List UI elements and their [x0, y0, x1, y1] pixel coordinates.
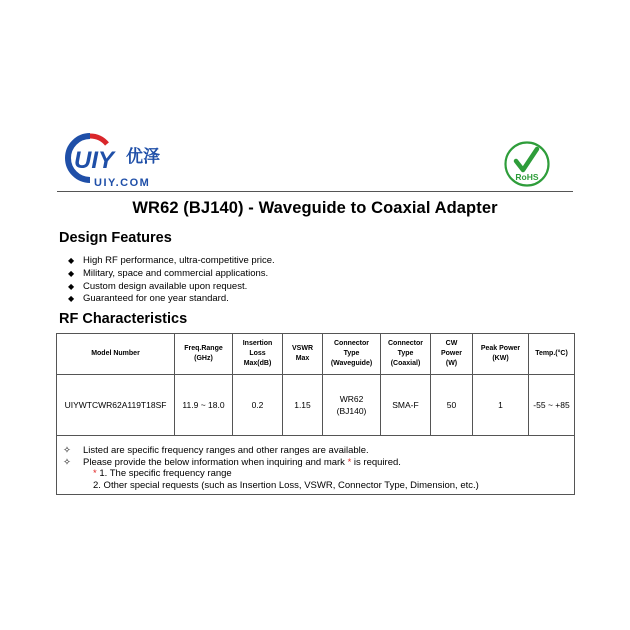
column-header-line: (Waveguide) [330, 360, 373, 367]
column-header-line: VSWR [292, 345, 313, 352]
waveguide-line1: WR62 [339, 394, 364, 404]
cell-vswr: 1.15 [283, 375, 323, 436]
diamond-bullet-icon: ◆ [68, 268, 75, 278]
note-text-2a: Please provide the below information when inquiring and mark [83, 456, 348, 468]
feature-item [68, 293, 275, 306]
column-header-line: Freq.Range [184, 345, 223, 352]
rf-characteristics-heading: RF Characteristics [59, 311, 188, 327]
column-header [283, 334, 323, 375]
column-header-line: Peak Power [480, 345, 521, 352]
logo-domain: UIY.COM [94, 177, 151, 189]
column-header-line: Temp.(°C) [535, 350, 568, 357]
feature-item [68, 255, 275, 268]
column-header-line: (KW) [492, 355, 509, 362]
column-header [323, 334, 381, 375]
required-star: * [347, 456, 352, 468]
table-row [57, 375, 575, 436]
cell-freq: 11.9 ~ 18.0 [175, 375, 233, 436]
four-diamond-bullet-icon: ✧ [63, 445, 71, 456]
column-header [57, 334, 175, 375]
column-header-line: (W) [445, 360, 458, 367]
column-header-line: Type [343, 350, 360, 357]
table-header-row [57, 334, 575, 375]
column-header-line: Insertion [242, 340, 273, 347]
waveguide-line2: (BJ140) [336, 406, 367, 416]
uiy-logo [60, 128, 200, 190]
column-header-line: Type [397, 350, 414, 357]
note-sub-2: 2. Other special requests (such as Insertion Loss, VSWR, Connector Type, Dimension, etc.) [93, 479, 479, 491]
column-header-line: Model Number [91, 350, 140, 357]
column-header [381, 334, 431, 375]
design-features-heading: Design Features [59, 230, 172, 246]
cell-temp: -55 ~ +85 [529, 375, 575, 436]
column-header-line: Connector [388, 340, 423, 347]
cell-insertion-loss: 0.2 [233, 375, 283, 436]
notes-row [57, 436, 575, 495]
required-star: * [93, 468, 97, 479]
column-header-line: CW [445, 340, 458, 347]
notes-cell [57, 436, 575, 495]
note-sub-1: 1. The specific frequency range [96, 468, 232, 479]
rohs-label: RoHS [515, 172, 539, 182]
column-header-line: Loss [249, 350, 266, 357]
column-header-line: Connector [334, 340, 369, 347]
feature-text: Custom design available upon request. [83, 280, 248, 292]
note-item [63, 457, 574, 469]
feature-text: High RF performance, ultra-competitive price. [83, 255, 275, 266]
feature-item [68, 281, 275, 294]
design-features-list [68, 255, 275, 306]
diamond-bullet-icon: ◆ [68, 281, 75, 291]
cell-model: UIYWTCWR62A119T18SF [57, 375, 175, 436]
cell-peak-power: 1 [473, 375, 529, 436]
column-header-line: (Coaxial) [390, 360, 421, 367]
column-header-line: Max(dB) [243, 360, 272, 367]
page-title: WR62 (BJ140) - Waveguide to Coaxial Adapter [132, 199, 498, 217]
diamond-bullet-icon: ◆ [68, 256, 75, 265]
cell-cw-power: 50 [431, 375, 473, 436]
note-subitem [63, 480, 574, 492]
note-subitem [63, 468, 574, 480]
note-text-1: Listed are specific frequency ranges and other ranges are available. [83, 445, 369, 456]
logo-letters: UIY [74, 147, 115, 174]
column-header [529, 334, 575, 375]
note-item [63, 445, 574, 457]
column-header-line: Power [440, 350, 462, 357]
note-text-2b: is required. [351, 456, 401, 468]
column-header [473, 334, 529, 375]
column-header [175, 334, 233, 375]
logo-swoosh-red [90, 136, 107, 144]
column-header [431, 334, 473, 375]
column-header-line: Max [295, 355, 310, 362]
diamond-bullet-icon: ◆ [68, 294, 75, 304]
column-header-line: (GHz) [194, 355, 213, 362]
feature-text: Guaranteed for one year standard. [83, 293, 229, 305]
rohs-badge [503, 140, 551, 188]
column-header [233, 334, 283, 375]
cell-waveguide-connector [323, 375, 381, 436]
header-divider [57, 191, 573, 192]
feature-text: Military, space and commercial applications. [83, 267, 269, 279]
rf-characteristics-table [56, 333, 575, 495]
logo-chinese: 优泽 [126, 147, 160, 167]
cell-coaxial-connector: SMA-F [381, 375, 431, 436]
feature-item [68, 268, 275, 281]
four-diamond-bullet-icon: ✧ [63, 456, 71, 468]
